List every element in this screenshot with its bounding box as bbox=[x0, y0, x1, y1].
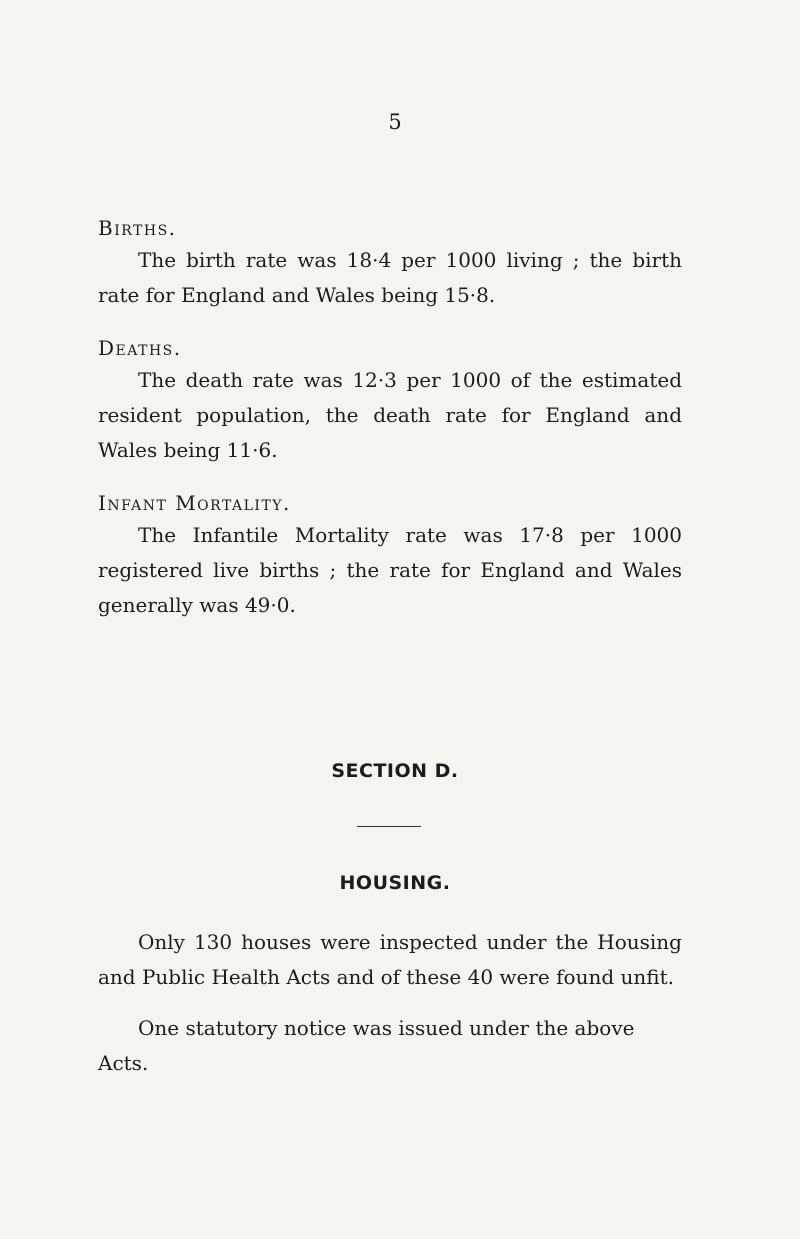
section-divider bbox=[357, 826, 421, 827]
housing-text-1: Only 130 houses were inspected under the Housing and Public Health Acts and of these 40 were found unfit. bbox=[98, 930, 682, 989]
infant-mortality-heading: Infant Mortality. bbox=[98, 491, 291, 515]
housing-paragraph-1 bbox=[98, 925, 682, 995]
infant-mortality-paragraph bbox=[98, 518, 682, 623]
housing-text-2: One statutory notice was issued under the above Acts. bbox=[98, 1016, 635, 1075]
section-title: SECTION D. bbox=[331, 760, 459, 782]
infant-mortality-text: The Infantile Mortality rate was 17·8 per 1000 registered live births ; the rate for England and Wales generally was 49·0. bbox=[98, 523, 682, 617]
deaths-text: The death rate was 12·3 per 1000 of the estimated resident population, the death rate for England and Wales being 11·6. bbox=[98, 368, 682, 462]
deaths-paragraph bbox=[98, 363, 682, 468]
page-number: 5 bbox=[388, 110, 402, 134]
housing-paragraph-2 bbox=[98, 1011, 682, 1081]
births-text: The birth rate was 18·4 per 1000 living ; the birth rate for England and Wales being 15·8. bbox=[98, 248, 682, 307]
births-heading: Births. bbox=[98, 216, 177, 240]
deaths-heading: Deaths. bbox=[98, 336, 182, 360]
section-subtitle: HOUSING. bbox=[339, 872, 451, 894]
births-paragraph bbox=[98, 243, 682, 313]
